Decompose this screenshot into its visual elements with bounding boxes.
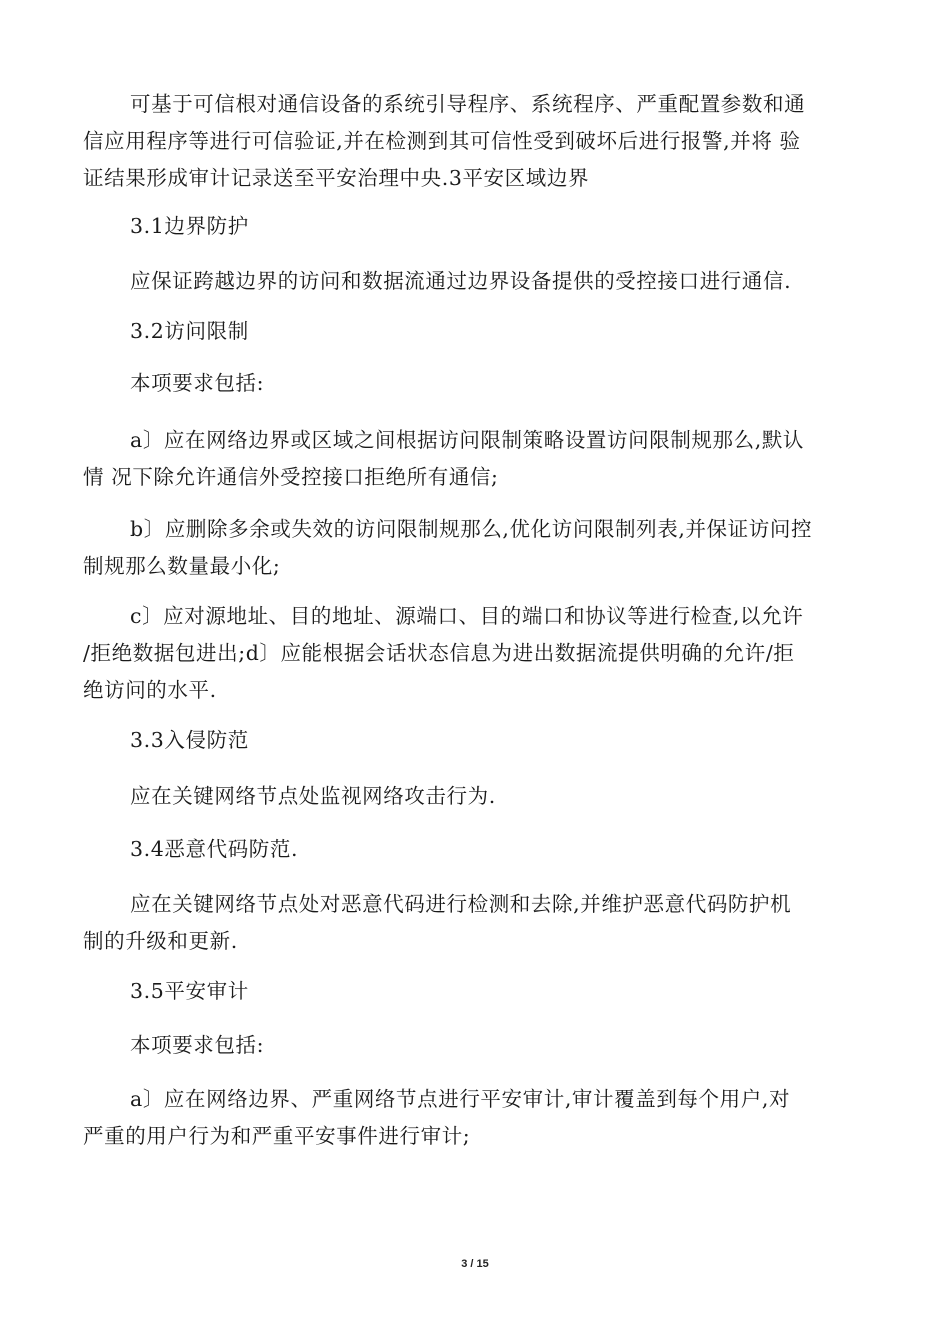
paragraph-item-b-access [83,511,863,585]
page-number: 3 / 15 [461,1258,489,1270]
text-line: 信应用程序等进行可信验证,并在检测到其可信性受到破坏后进行报警,并将 验 [83,129,801,153]
text-line: 应保证跨越边界的访问和数据流通过边界设备提供的受控接口进行通信. [130,269,792,293]
text-line: 绝访问的水平. [83,678,217,702]
text-line: 本项要求包括: [130,371,265,395]
paragraph-item-c-d-access [83,598,863,709]
section-heading-3-5: 3.5平安审计 [130,979,249,1003]
section-heading-3-1: 3.1边界防护 [130,214,249,238]
section-heading-3-4: 3.4恶意代码防范. [130,837,299,861]
section-heading-3-2: 3.2访问限制 [130,319,249,343]
text-line: 应在关键网络节点处监视网络攻击行为. [130,784,496,808]
paragraph-malware-prevention [83,886,863,960]
paragraph-item-a-access [83,422,863,496]
text-line: 严重的用户行为和严重平安事件进行审计; [83,1124,471,1148]
paragraph-trusted-verification [83,86,863,197]
paragraph-requirements-intro [83,365,863,402]
paragraph-intrusion-prevention [83,778,863,815]
paragraph-audit-intro [83,1027,863,1064]
text-line: c〕应对源地址、目的地址、源端口、目的端口和协议等进行检查,以允许 [130,604,804,628]
text-line: 制规那么数量最小化; [83,554,281,578]
section-heading-3-3: 3.3入侵防范 [130,728,249,752]
text-line: a〕应在网络边界、严重网络节点进行平安审计,审计覆盖到每个用户,对 [130,1087,791,1111]
paragraph-item-a-audit [83,1081,863,1155]
text-line: a〕应在网络边界或区域之间根据访问限制策略设置访问限制规那么,默认 [130,428,805,452]
text-line: 制的升级和更新. [83,929,238,953]
text-line: 可基于可信根对通信设备的系统引导程序、系统程序、严重配置参数和通 [130,92,806,116]
text-line: 本项要求包括: [130,1033,265,1057]
text-line: b〕应删除多余或失效的访问限制规那么,优化访问限制列表,并保证访问控 [130,517,813,541]
paragraph-boundary-protection [83,263,863,300]
text-line: /拒绝数据包进出;d〕应能根据会话状态信息为进出数据流提供明确的允许/拒 [83,641,795,665]
text-line: 证结果形成审计记录送至平安治理中央.3平安区域边界 [83,166,590,190]
text-line: 情 况下除允许通信外受控接口拒绝所有通信; [83,465,499,489]
text-line: 应在关键网络节点处对恶意代码进行检测和去除,并维护恶意代码防护机 [130,892,792,916]
